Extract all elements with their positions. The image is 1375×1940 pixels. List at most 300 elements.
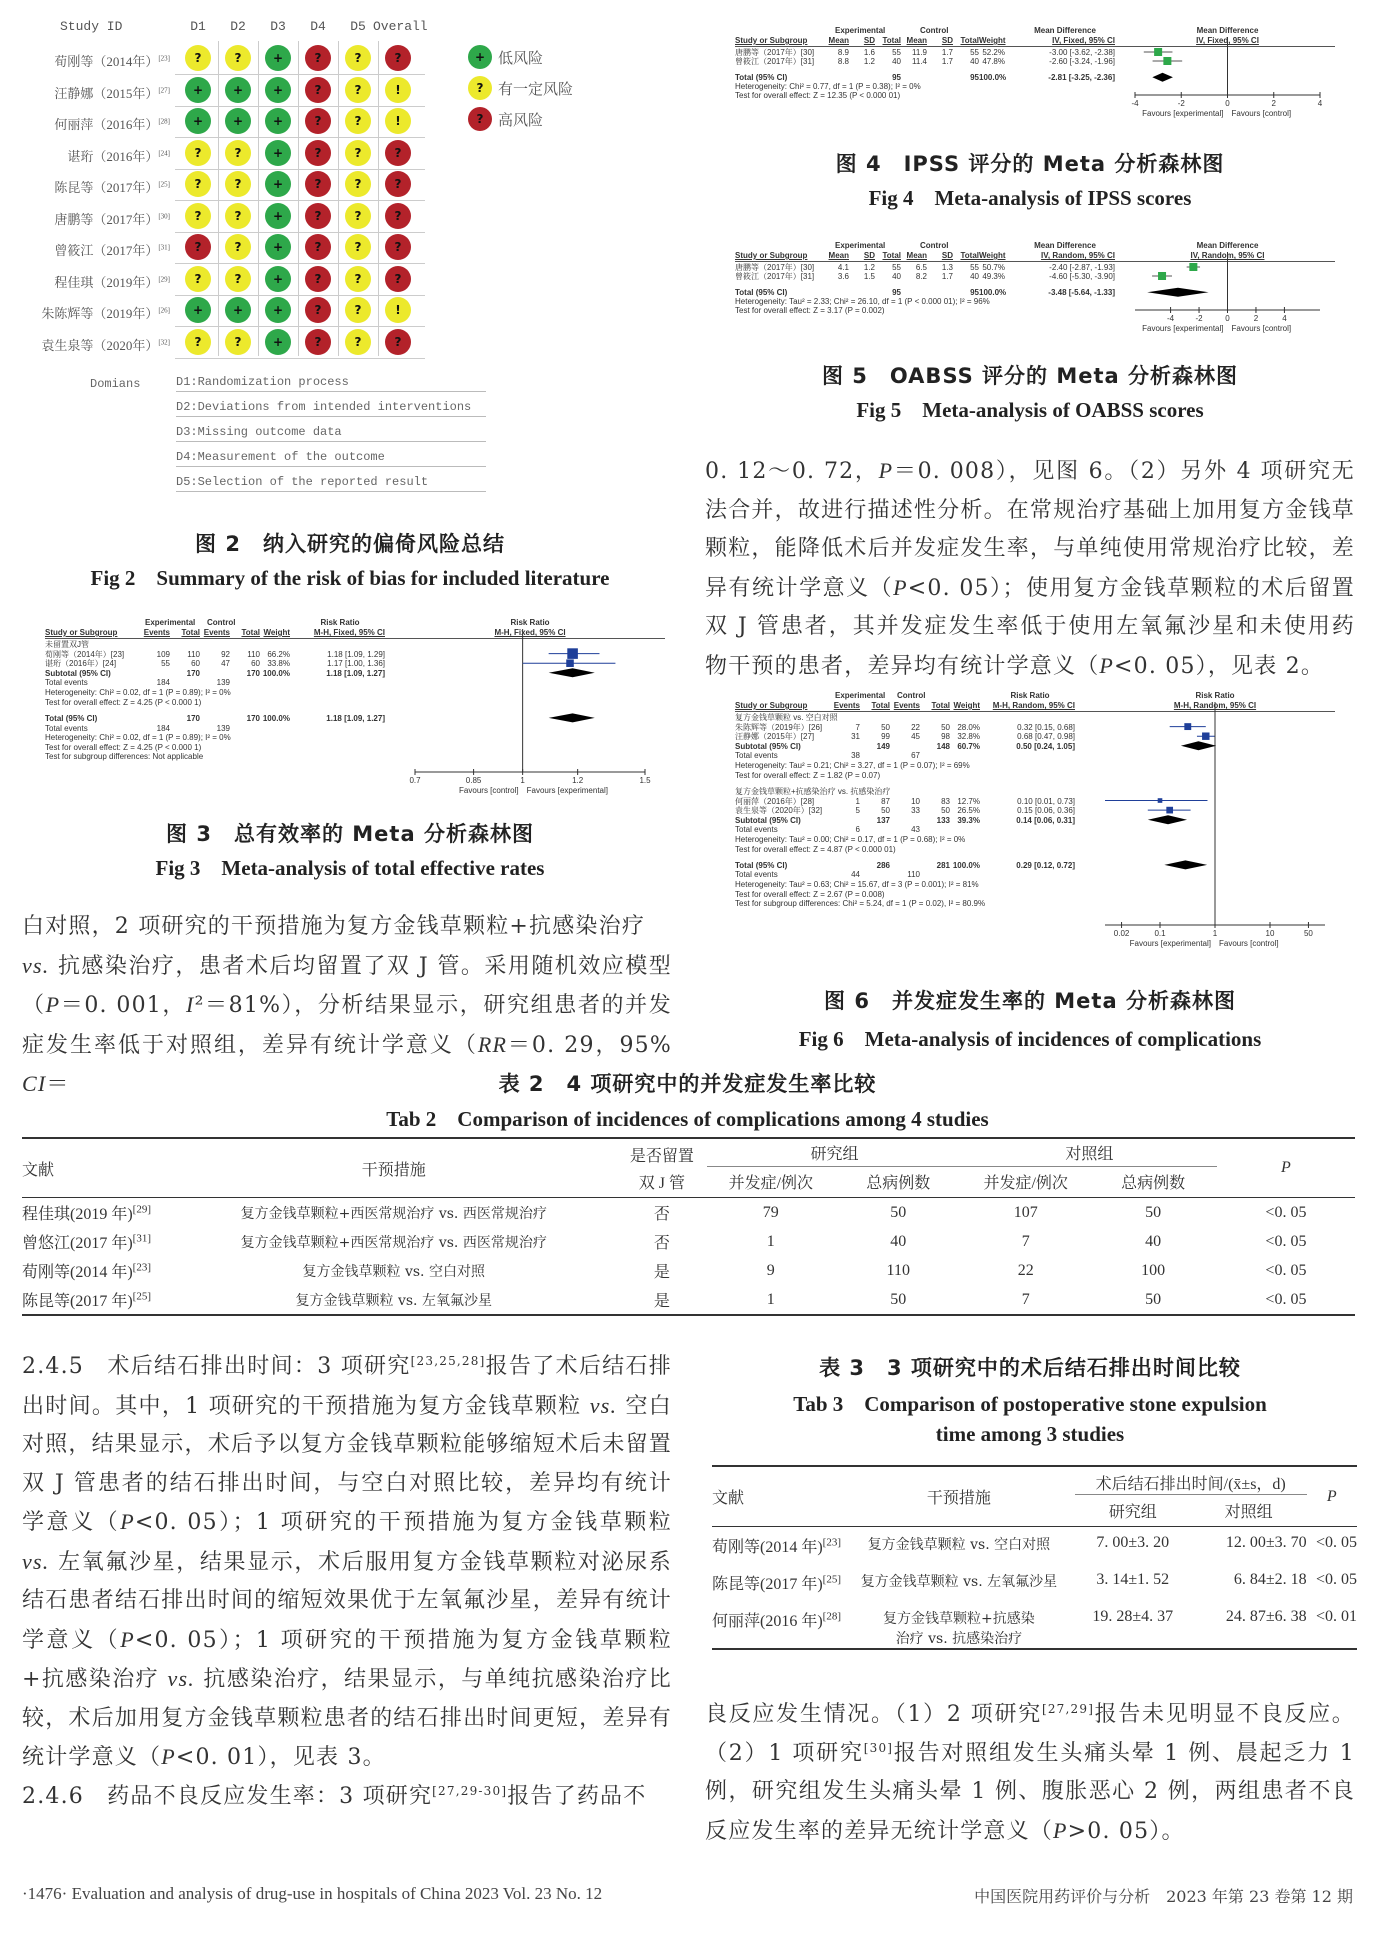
study-label: 曾筱江（2017年）[31]: [735, 272, 815, 281]
cell: 40: [892, 272, 901, 281]
ctl-header: Control: [920, 241, 949, 250]
effect-estimate: -2.40 [-2.87, -1.93]: [1049, 263, 1115, 272]
events-exp: 44: [851, 870, 860, 880]
risk-low-icon: +: [185, 77, 211, 103]
col-study-total: 总病例数: [866, 1175, 931, 1193]
ref-text: 陈昆等(2017 年): [22, 1293, 133, 1310]
text-run: ＝0. 001，: [60, 993, 187, 1018]
cell-c-comp: 22: [1017, 1261, 1034, 1279]
plot-header: Risk Ratio: [1195, 691, 1235, 700]
header-d2: D2: [230, 19, 246, 34]
effect-header: Mean Difference: [1034, 26, 1096, 35]
study-label: [20, 146, 170, 165]
risk-some-icon: ?: [345, 45, 371, 71]
cell: 10: [911, 796, 920, 806]
cell: 22: [911, 722, 920, 732]
study-marker: [567, 648, 578, 659]
subtotal-exp: 170: [186, 668, 200, 678]
ref-text: 何丽萍(2016 年): [712, 1613, 823, 1630]
cell: 8.2: [915, 272, 927, 281]
col-control-group: 对照组: [962, 1138, 1217, 1166]
risk-low-icon: +: [185, 108, 211, 134]
total-estimate: -3.48 [-5.64, -1.33]: [1048, 288, 1115, 298]
cell: 6.5: [915, 263, 927, 272]
cell: 52.2%: [982, 48, 1005, 57]
header-study-id: Study ID: [60, 19, 123, 34]
cell-intervention: [843, 1564, 1075, 1601]
col-header-5: SD: [941, 251, 953, 260]
total-ctl: 281: [936, 860, 950, 870]
favours-right-label: Favours [experimental]: [526, 786, 609, 795]
col-header-0: Study or Subgroup: [735, 251, 808, 260]
citation: [28]: [822, 1610, 841, 1623]
x-tick-label: 0: [1225, 314, 1230, 323]
row-divider: [175, 200, 425, 201]
total-exp: 95: [892, 73, 901, 83]
cell: 1.7: [941, 48, 953, 57]
cell: 109: [156, 649, 170, 659]
tab3-title-en-1: Tab 3 Comparison of postoperative stone expulsion: [793, 1392, 1267, 1416]
cell-intervention: 复方金钱草颗粒+西医常规治疗 vs. 西医常规治疗: [240, 1234, 547, 1251]
col-divider: [298, 41, 299, 356]
col-header-1: Events: [833, 701, 860, 710]
cell: 49.3%: [982, 272, 1005, 281]
events-label: Total events: [735, 751, 778, 761]
cell-control: 24. 87±6. 38: [1225, 1608, 1307, 1625]
cell-ref: [22, 1285, 171, 1315]
subtotal-weight: 60.7%: [957, 741, 980, 751]
citation: [23]: [158, 54, 170, 63]
effect-estimate: 0.32 [0.15, 0.68]: [1017, 722, 1075, 732]
risk-high-icon: ?: [305, 329, 331, 355]
text-run: 2.4.6 药品不良反应发生率：3 项研究: [22, 1783, 433, 1809]
col-header-3: Events: [203, 628, 230, 637]
col-header-5: Weight: [263, 628, 290, 637]
note: Test for overall effect: Z = 4.25 (P < 0.000 1): [45, 742, 202, 752]
cell-ref: [712, 1601, 843, 1649]
pooled-diamond: [1164, 860, 1207, 869]
fig2-caption-cn: 图 2 纳入研究的偏倚风险总结: [195, 532, 505, 556]
text-run-italic: P: [120, 1509, 135, 1534]
favours-right-label: Favours [control]: [1219, 939, 1279, 948]
x-tick-label: 1.5: [639, 776, 651, 785]
risk-some-icon: !: [385, 77, 411, 103]
cell: 60: [251, 659, 260, 669]
text-run-italic: vs.: [167, 1666, 195, 1691]
cell-stent: 否: [653, 1235, 670, 1252]
cell-c-total: 50: [1145, 1203, 1162, 1221]
x-tick-label: 1.2: [572, 776, 584, 785]
risk-high-icon: ?: [305, 171, 331, 197]
cell: 50: [881, 806, 890, 816]
rob-legend: [468, 45, 668, 145]
text-run-italic: vs.: [589, 1392, 618, 1418]
cell: 87: [881, 796, 890, 806]
study-marker: [1202, 732, 1209, 739]
citation: [24]: [158, 149, 170, 158]
risk-low-icon: +: [265, 329, 291, 355]
ctl-header: Control: [207, 618, 236, 627]
cell: 3.6: [837, 272, 849, 281]
total-ctl: 95: [970, 288, 979, 298]
study-label: 唐鹏等（2017年）[30]: [735, 48, 815, 57]
cell: 1.2: [863, 57, 875, 66]
row-divider: [175, 263, 425, 264]
col-header-2: Total: [871, 701, 890, 710]
cell: 33.8%: [267, 659, 290, 669]
cell: 40: [970, 57, 979, 66]
study-label: 谌珩（2016年）[24]: [45, 659, 117, 669]
text-run: 报告未见明显不良反应。（2）1 项研究: [705, 1702, 1355, 1766]
plot-header: Mean Difference: [1196, 26, 1259, 35]
col-study-group: 研究组: [1108, 1504, 1157, 1521]
row-divider: [175, 232, 425, 233]
risk-low-icon: +: [225, 108, 251, 134]
subtotal-ctl: 170: [246, 668, 260, 678]
risk-some-icon: !: [385, 108, 411, 134]
fig4-caption-cn: 图 4 IPSS 评分的 Meta 分析森林图: [835, 152, 1225, 176]
text-run-italic: P: [161, 1744, 176, 1769]
cell-study: 19. 28±4. 37: [1092, 1608, 1174, 1625]
x-tick-label: -2: [1177, 99, 1185, 108]
note: Test for overall effect: Z = 3.17 (P = 0.002): [735, 306, 885, 316]
study-marker: [1158, 272, 1166, 280]
table-row: [712, 1601, 1357, 1649]
text-run: <0. 05）；使用复方金钱草颗粒的术后留置双 J 管患者，其并发症发生率低于使用左氧氟沙星和未使用药物干预的患者，差异均有统计学意义（: [705, 575, 1355, 679]
study-label: 荀刚等（2014年）[23]: [45, 649, 125, 659]
risk-low-icon: +: [265, 266, 291, 292]
total-exp: 170: [186, 713, 200, 723]
tab2-table: [22, 1137, 1355, 1316]
study-label: 唐鹏等（2017年）[30]: [735, 263, 815, 272]
risk-some-icon: ?: [345, 77, 371, 103]
cell: 92: [221, 649, 230, 659]
method-header: M-H, Fixed, 95% CI: [313, 628, 385, 637]
text-run: <0. 01），见表 3。: [175, 1745, 386, 1770]
citation: [32]: [158, 338, 170, 347]
cell: 98: [941, 732, 950, 742]
study-label: 汪静娜（2015年）[27]: [735, 732, 815, 742]
col-study-group: 研究组: [707, 1138, 962, 1166]
subtotal-estimate: 0.14 [0.06, 0.31]: [1016, 815, 1075, 825]
row-divider: [175, 169, 425, 170]
citation: [25]: [822, 1573, 841, 1586]
study-label: [20, 51, 170, 70]
pooled-diamond: [1181, 741, 1216, 750]
citation: [23]: [822, 1536, 841, 1549]
events-ctl: 67: [911, 751, 920, 761]
table-row: [22, 1227, 1355, 1256]
effect-estimate: 0.68 [0.47, 0.98]: [1017, 732, 1075, 742]
note: Test for subgroup differences: Not applicable: [45, 752, 204, 762]
right-paragraph-2: [705, 1696, 1355, 1851]
x-tick-label: 1: [1212, 929, 1218, 938]
rob-grid: [20, 15, 460, 365]
cell: 11.9: [912, 48, 927, 57]
text-run: 良反应发生情况。（1）2 项研究: [705, 1702, 1042, 1727]
fig5-forest-plot: [735, 240, 1335, 340]
study-label: [20, 209, 170, 228]
col-intervention: 干预措施: [361, 1161, 426, 1179]
risk-high-icon: ?: [305, 203, 331, 229]
risk-high-icon: ?: [305, 297, 331, 323]
tab2-body: [22, 1198, 1355, 1316]
col-stent-1: 是否留置: [629, 1148, 694, 1165]
x-tick-label: 0.7: [409, 776, 421, 785]
fig2-risk-of-bias: [20, 15, 680, 515]
x-tick-label: 4: [1317, 99, 1323, 108]
cell: 50: [941, 806, 950, 816]
cell-c-total: 40: [1145, 1232, 1162, 1250]
note: Test for overall effect: Z = 12.35 (P < 0.000 01): [735, 91, 901, 101]
risk-high-icon: ?: [305, 234, 331, 260]
cell: 47.8%: [982, 57, 1005, 66]
cell: 1.5: [863, 272, 875, 281]
risk-high-icon: ?: [385, 140, 411, 166]
cell: 55: [892, 48, 901, 57]
text-run-italic: P: [893, 574, 908, 600]
risk-some-icon: ?: [345, 203, 371, 229]
citation: [23]: [132, 1261, 151, 1274]
x-tick-label: -4: [1131, 99, 1139, 108]
pooled-diamond: [549, 713, 595, 722]
text-run: 抗感染治疗，结果显示，与单纯抗感染治疗比较，术后加用复方金钱草颗粒患者的结石排出时间更短，差异有统计学意义（: [22, 1667, 672, 1770]
left-paragraph-2: [22, 1348, 672, 1816]
events-label: Total events: [735, 870, 778, 880]
risk-some-icon: ?: [345, 234, 371, 260]
subtotal-estimate: 0.50 [0.24, 1.05]: [1016, 741, 1075, 751]
risk-low-icon: +: [265, 108, 291, 134]
favours-left-label: Favours [experimental]: [1142, 324, 1224, 333]
cell-s-comp: 1: [766, 1290, 775, 1308]
cell: 32.8%: [957, 732, 980, 742]
text-run-italic: vs.: [22, 1548, 50, 1574]
risk-some-icon: ?: [225, 171, 251, 197]
cell-p: <0. 05: [1315, 1571, 1357, 1588]
cell-ref: [22, 1198, 171, 1228]
col-header-2: SD: [863, 36, 875, 45]
text-run: 报告对照组发生头痛头晕 1 例、晨起乏力 1 例，研究组发生头痛头晕 1 例、腹胀恶心 2 例，两组患者不良反应发生率的差异无统计学意义（: [705, 1740, 1356, 1844]
study-marker: [1158, 798, 1163, 803]
study-label: [20, 177, 170, 196]
effect-header: Risk Ratio: [1010, 691, 1050, 700]
cell-s-comp: 9: [766, 1261, 775, 1279]
study-marker: [1166, 807, 1173, 814]
cell: 4.1: [837, 263, 849, 272]
note: Test for overall effect: Z = 2.67 (P = 0.008): [735, 889, 885, 899]
total-weight: 100.0%: [262, 713, 290, 723]
plot-method-header: M-H, Random, 95% CI: [1173, 701, 1257, 710]
pooled-diamond: [1147, 288, 1208, 297]
col-header-5: Weight: [953, 701, 980, 710]
risk-some-icon: ?: [225, 140, 251, 166]
total-estimate: -2.81 [-3.25, -2.36]: [1048, 73, 1115, 83]
citation: [27,29]: [1041, 1702, 1095, 1716]
ref-text: 荀刚等(2014 年): [712, 1539, 823, 1556]
pooled-diamond: [1152, 73, 1173, 82]
table-row: [22, 1285, 1355, 1315]
note: Heterogeneity: Tau² = 0.63; Chi² = 15.67, df = 3 (P = 0.001); I² = 81%: [735, 880, 979, 890]
ctl-header: Control: [920, 26, 949, 35]
text-run-italic: CI: [22, 1071, 47, 1096]
cell-intervention: 复方金钱草颗粒+西医常规治疗 vs. 西医常规治疗: [240, 1205, 547, 1222]
events-ctl: 139: [216, 678, 230, 688]
exp-header: Experimental: [145, 618, 196, 627]
cell: 55: [161, 659, 170, 669]
study-label: [20, 272, 170, 291]
risk-some-icon: ?: [185, 171, 211, 197]
cell: 40: [892, 57, 901, 66]
citation: [25]: [132, 1290, 151, 1303]
col-header-0: Study or Subgroup: [735, 701, 808, 710]
method-header: IV, Random, 95% CI: [1041, 251, 1115, 260]
high-risk-icon: ?: [468, 107, 492, 131]
cell: 1.7: [941, 57, 953, 66]
col-divider: [258, 41, 259, 356]
cell: 8.9: [837, 48, 849, 57]
risk-low-icon: +: [265, 77, 291, 103]
risk-low-icon: +: [265, 297, 291, 323]
cell-control: 6. 84±2. 18: [1233, 1571, 1307, 1588]
col-header-6: Total: [960, 36, 979, 45]
cell: 26.5%: [957, 806, 980, 816]
citation: [26]: [158, 306, 170, 315]
cell-c-comp: 107: [1013, 1203, 1038, 1221]
risk-some-icon: ?: [225, 203, 251, 229]
row-divider: [175, 74, 425, 75]
cell: 45: [911, 732, 920, 742]
cell-stent: 是: [653, 1293, 670, 1310]
total-weight: 100.0%: [979, 73, 1007, 83]
col-header-6: Total: [960, 251, 979, 260]
x-tick-label: 50: [1303, 929, 1313, 938]
note: Test for overall effect: Z = 1.82 (P = 0.07): [735, 770, 881, 780]
events-exp: 184: [156, 678, 170, 688]
fig5-caption-cn: 图 5 OABSS 评分的 Meta 分析森林图: [821, 364, 1239, 388]
x-tick-label: 2: [1253, 314, 1259, 323]
cell-c-total: 100: [1141, 1261, 1166, 1279]
cell-intervention: [843, 1601, 1075, 1649]
text-run-italic: P: [878, 458, 894, 483]
cell: 110: [247, 649, 260, 659]
subtotal-label: Subtotal (95% CI): [735, 815, 801, 825]
cell-c-comp: 7: [1021, 1232, 1030, 1250]
risk-high-icon: ?: [305, 140, 331, 166]
study-name: 朱陈辉等（2019年）: [41, 306, 159, 321]
study-marker: [1184, 723, 1191, 730]
cell: 12.7%: [957, 796, 980, 806]
domain-2: D2:Deviations from intended interventions: [176, 400, 486, 417]
cell-p: <0. 05: [1265, 1290, 1307, 1308]
col-header-3: Events: [893, 701, 920, 710]
risk-low-icon: +: [265, 234, 291, 260]
citation: [25]: [158, 180, 170, 189]
col-header-3: Total: [882, 36, 901, 45]
events-ctl: 110: [907, 870, 920, 880]
study-name: 陈昆等（2017年）: [54, 180, 159, 195]
risk-some-icon: ?: [345, 140, 371, 166]
text-run: 报告了药品不: [507, 1783, 647, 1809]
intervention-line: 复方金钱草颗粒 vs. 左氧氟沙星: [860, 1574, 1058, 1590]
domain-3: D3:Missing outcome data: [176, 425, 486, 442]
cell-study: 3. 14±1. 52: [1096, 1571, 1170, 1588]
citation: [27,29-30]: [432, 1783, 508, 1798]
cell: 31: [851, 732, 860, 742]
citation: [30]: [863, 1740, 894, 1755]
risk-low-icon: +: [265, 45, 291, 71]
text-run: 抗感染治疗，患者术后均留置了双 J 管。采用随机效应模型（: [22, 953, 672, 1018]
cell-s-total: 40: [890, 1232, 907, 1250]
favours-left-label: Favours [control]: [459, 786, 519, 795]
note: Test for subgroup differences: Chi² = 5.24, df = 1 (P = 0.02), I² = 80.9%: [735, 899, 986, 909]
risk-some-icon: ?: [345, 297, 371, 323]
row-divider: [175, 295, 425, 296]
col-header-4: Mean: [906, 251, 927, 260]
fig3-forest-plot: [45, 617, 665, 807]
cell: 50: [941, 722, 950, 732]
cell-control: 12. 00±3. 70: [1225, 1534, 1307, 1551]
col-p: P: [1326, 1487, 1337, 1505]
fig3-caption-cn: 图 3 总有效率的 Meta 分析森林图: [166, 822, 534, 846]
study-marker: [1154, 48, 1162, 56]
cell-s-comp: 79: [762, 1203, 779, 1221]
note: Heterogeneity: Tau² = 2.33; Chi² = 26.10, df = 1 (P < 0.000 01); I² = 96%: [735, 297, 990, 307]
fig4-caption-en: Fig 4 Meta-analysis of IPSS scores: [868, 186, 1192, 210]
cell: 55: [970, 48, 979, 57]
x-tick-label: 0.1: [1154, 929, 1166, 938]
header-d5: D5: [350, 19, 366, 34]
citation: [30]: [158, 212, 170, 221]
forest-plot-svg: [1095, 690, 1335, 965]
col-header-0: Study or Subgroup: [735, 36, 808, 45]
study-name: 曾筱江（2017年）: [54, 243, 159, 258]
favours-right-label: Favours [control]: [1231, 324, 1292, 333]
effect-estimate: 1.18 [1.09, 1.29]: [327, 649, 385, 659]
cell-ref: [22, 1256, 171, 1285]
domain-5: D5:Selection of the reported result: [176, 475, 486, 492]
effect-estimate: 0.10 [0.01, 0.73]: [1017, 796, 1075, 806]
text-run: ＝0. 29，95%: [507, 1032, 672, 1058]
cell: 66.2%: [267, 649, 290, 659]
col-control-group: 对照组: [1224, 1504, 1273, 1521]
subtotal-exp: 137: [876, 815, 890, 825]
cell-p: <0. 05: [1265, 1232, 1307, 1250]
x-tick-label: -2: [1195, 314, 1203, 323]
col-ref: 文献: [22, 1161, 55, 1179]
cell-s-total: 50: [890, 1290, 907, 1308]
text-run: <0. 05）；1 项研究的干预措施为复方金钱草颗粒+抗感染治疗: [22, 1627, 672, 1692]
study-label: [20, 83, 170, 102]
pooled-diamond: [1148, 815, 1187, 824]
text-run-italic: RR: [477, 1031, 508, 1057]
cell: 83: [941, 796, 950, 806]
forest-plot-svg: [405, 617, 655, 807]
risk-some-icon: ?: [345, 171, 371, 197]
tab2-title-cn: 表 2 4 项研究中的并发症发生率比较: [498, 1072, 877, 1096]
legend-label-0: 低风险: [498, 49, 544, 67]
risk-high-icon: ?: [385, 203, 411, 229]
events-ctl: 139: [216, 723, 230, 733]
total-label: Total (95% CI): [735, 860, 788, 870]
domains-label: Domians: [90, 377, 141, 391]
text-run-italic: P: [1099, 652, 1115, 678]
method-header: M-H, Random, 95% CI: [992, 701, 1075, 710]
total-estimate: 1.18 [1.09, 1.27]: [326, 713, 385, 723]
tab2-title-en: Tab 2 Comparison of incidences of complications among 4 studies: [386, 1107, 989, 1131]
effect-estimate: -3.00 [-3.62, -2.38]: [1049, 48, 1115, 57]
cell: 8.8: [837, 57, 849, 66]
study-name: 程佳琪（2019年）: [54, 274, 159, 290]
